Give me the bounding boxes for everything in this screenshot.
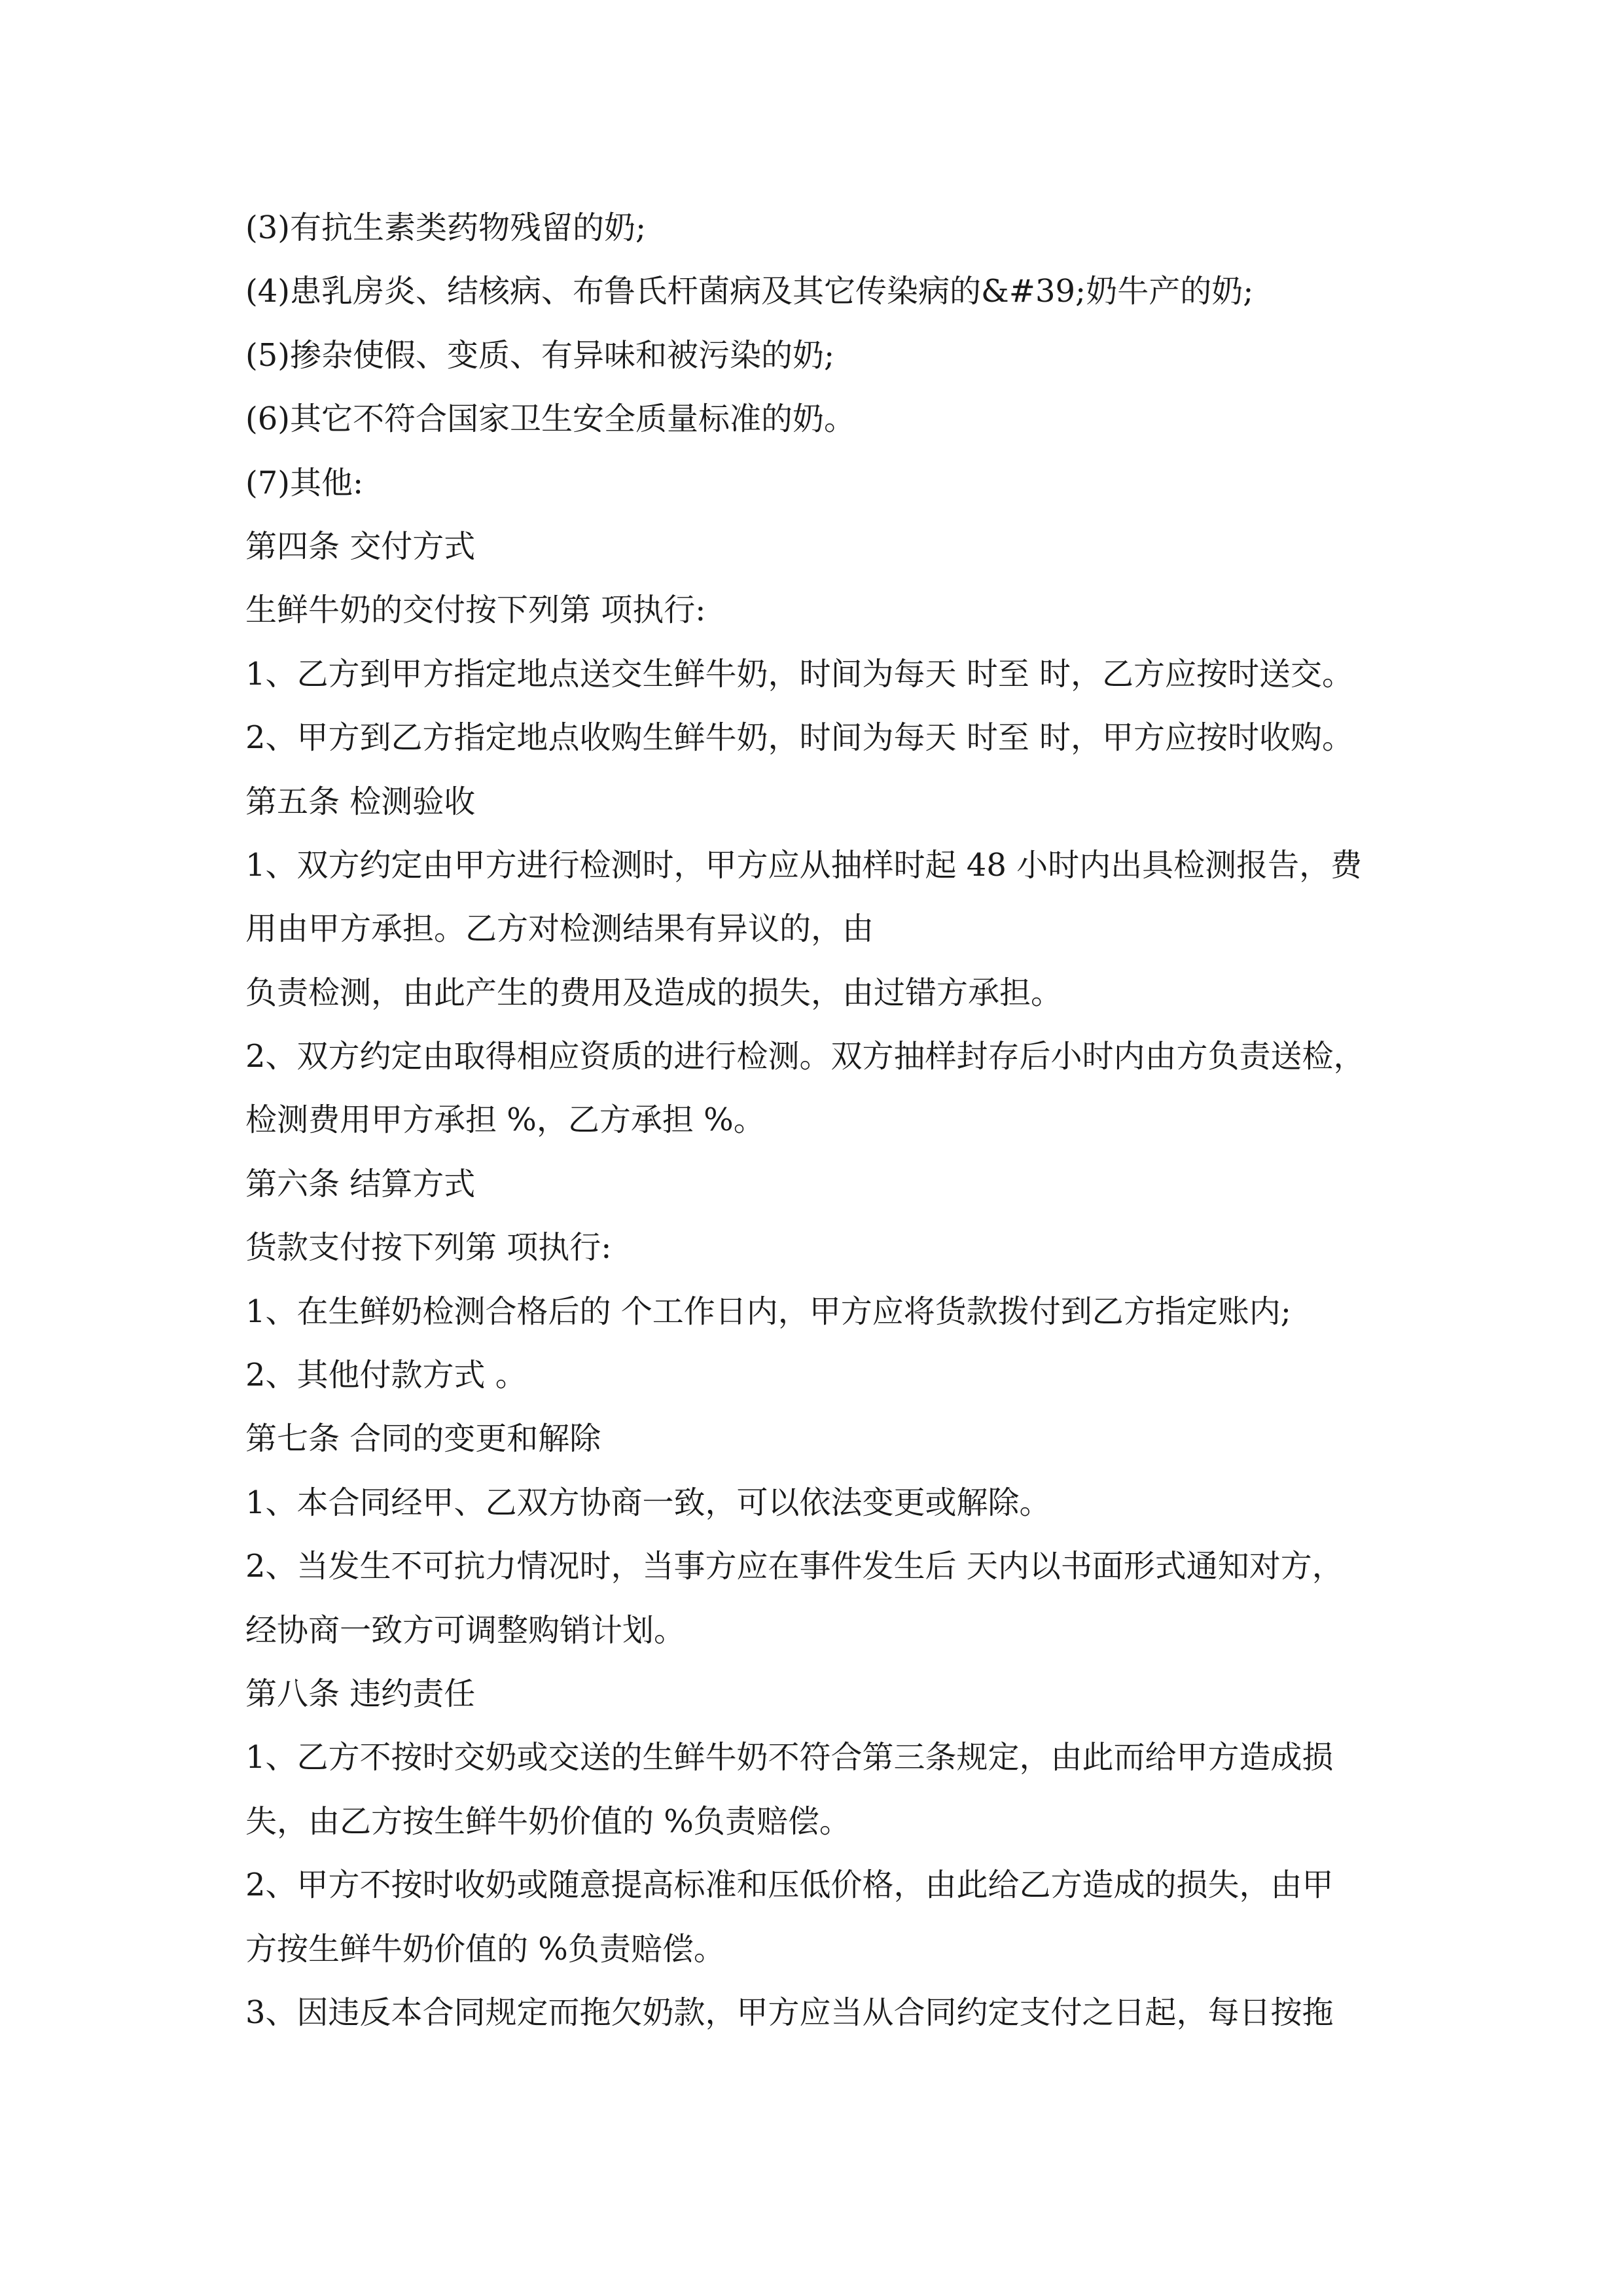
text-line: 用由甲方承担。乙方对检测结果有异议的，由 (245, 910, 874, 948)
text-line: 负责检测，由此产生的费用及造成的损失，由过错方承担。 (245, 974, 1063, 1011)
document-body (245, 196, 1410, 2045)
text-line: 检测费用甲方承担 %，乙方承担 %。 (245, 1102, 765, 1139)
text-line: (3)有抗生素类药物残留的奶; (245, 209, 647, 246)
section-heading: 第七条 合同的变更和解除 (245, 1420, 601, 1458)
text-line: 1、双方约定由甲方进行检测时，甲方应从抽样时起 48 小时内出具检测报告，费 (245, 846, 1363, 884)
text-line: 1、乙方到甲方指定地点送交生鲜牛奶，时间为每天 时至 时，乙方应按时送交。 (245, 655, 1354, 692)
text-line: (6)其它不符合国家卫生安全质量标准的奶。 (245, 401, 855, 438)
text-line: 3、因违反本合同规定而拖欠奶款，甲方应当从合同约定支付之日起，每日按拖 (245, 1994, 1334, 2031)
text-line: 2、双方约定由取得相应资质的进行检测。双方抽样封存后小时内由方负责送检， (245, 1038, 1365, 1075)
section-heading: 第八条 违约责任 (245, 1675, 476, 1712)
text-line: 1、乙方不按时交奶或交送的生鲜牛奶不符合第三条规定，由此而给甲方造成损 (245, 1739, 1334, 1776)
text-line: 生鲜牛奶的交付按下列第 项执行: (245, 592, 706, 629)
text-line: (5)掺杂使假、变质、有异味和被污染的奶; (245, 336, 835, 374)
text-line: 2、甲方不按时收奶或随意提高标准和压低价格，由此给乙方造成的损失，由甲 (245, 1867, 1334, 1904)
text-line: 2、其他付款方式 。 (245, 1357, 527, 1394)
section-heading: 第六条 结算方式 (245, 1165, 476, 1202)
text-line: 货款支付按下列第 项执行: (245, 1229, 612, 1266)
text-line: 2、甲方到乙方指定地点收购生鲜牛奶，时间为每天 时至 时，甲方应按时收购。 (245, 719, 1354, 757)
text-line: 2、当发生不可抗力情况时，当事方应在事件发生后 天内以书面形式通知对方， (245, 1548, 1344, 1585)
text-line: 失，由乙方按生鲜牛奶价值的 %负责赔偿。 (245, 1803, 851, 1840)
section-heading: 第五条 检测验收 (245, 783, 476, 820)
section-heading: 第四条 交付方式 (245, 528, 476, 565)
text-line: 方按生鲜牛奶价值的 %负责赔偿。 (245, 1930, 725, 1967)
text-line: 1、本合同经甲、乙双方协商一致，可以依法变更或解除。 (245, 1484, 1051, 1521)
text-line: 经协商一致方可调整购销计划。 (245, 1611, 686, 1649)
text-line: (4)患乳房炎、结核病、布鲁氏杆菌病及其它传染病的&#39;奶牛产的奶; (245, 273, 1254, 310)
text-line: (7)其他: (245, 464, 364, 501)
text-line: 1、在生鲜奶检测合格后的 个工作日内，甲方应将货款拨付到乙方指定账内; (245, 1293, 1291, 1330)
